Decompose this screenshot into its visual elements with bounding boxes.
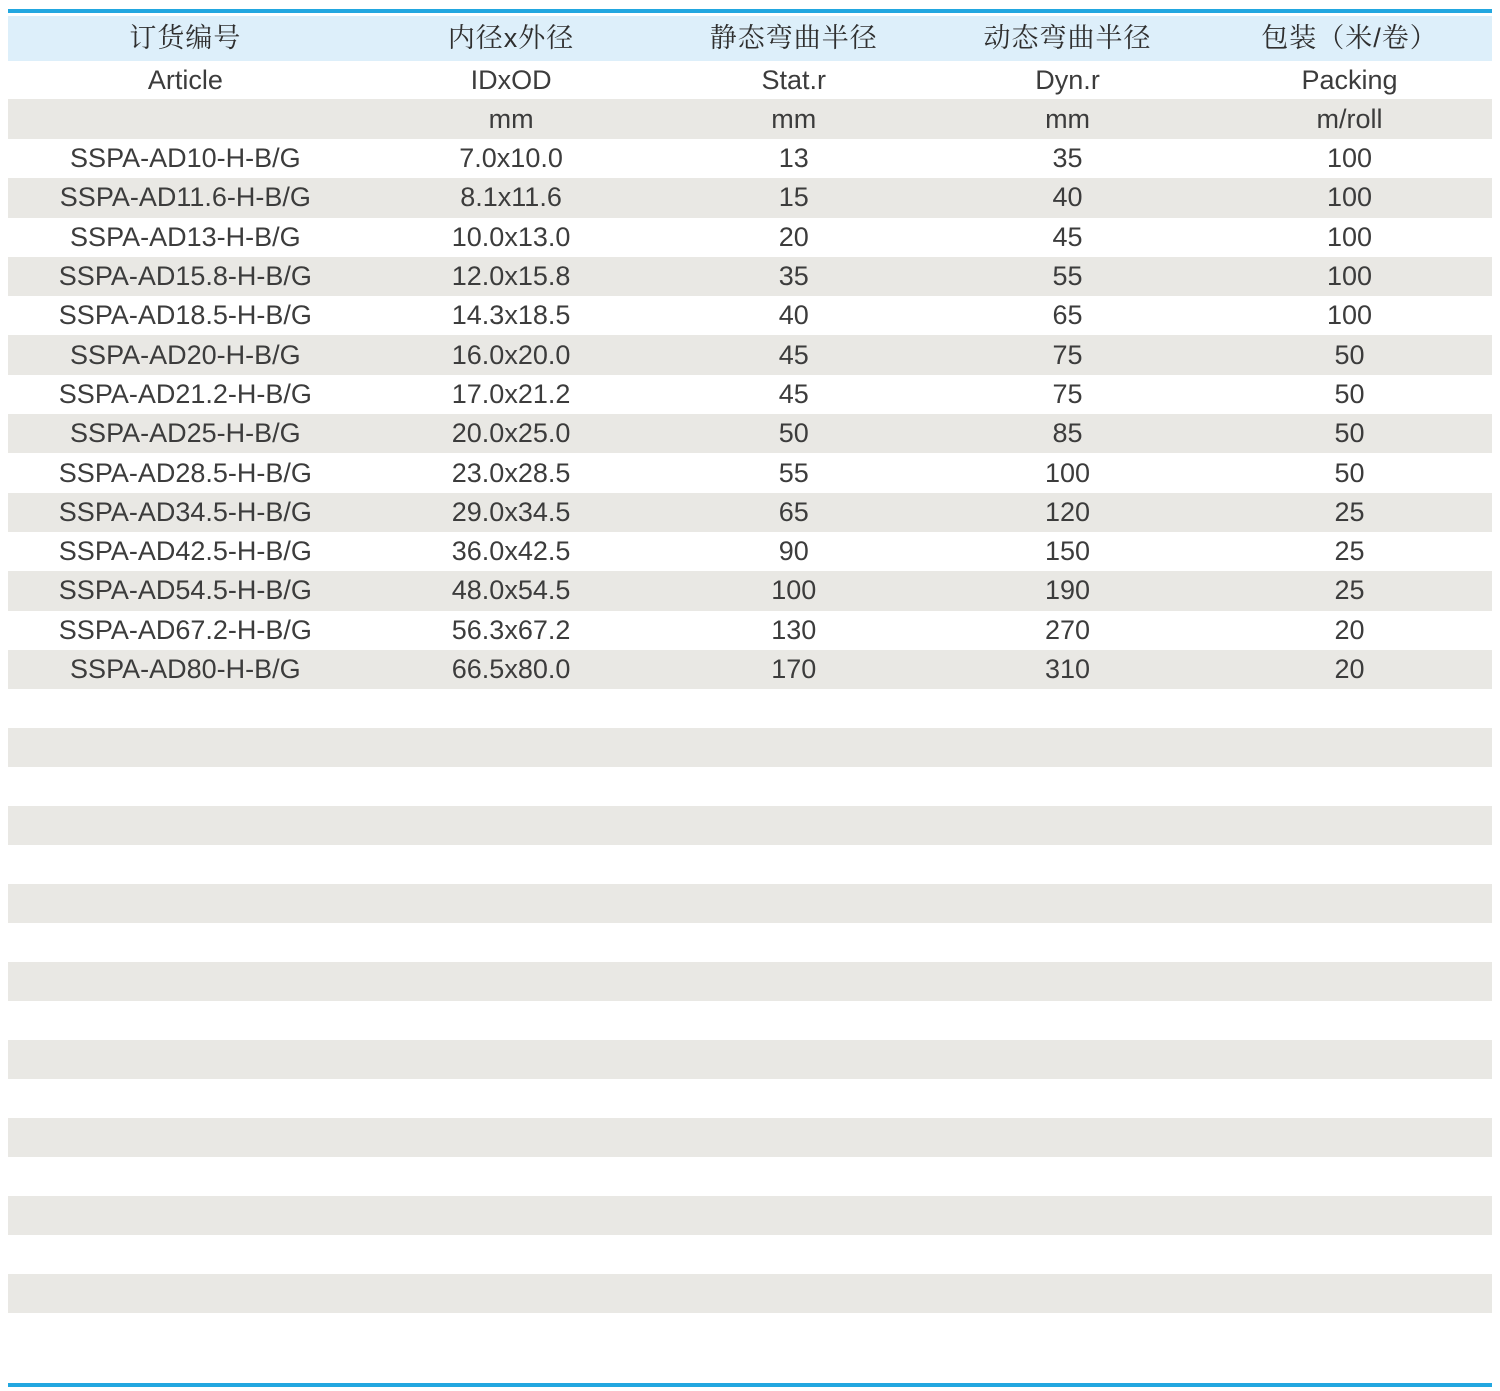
cell-article: SSPA-AD54.5-H-B/G [58,575,312,606]
col-header-statr-zh: 静态弯曲半径 [709,23,878,53]
cell-article: SSPA-AD34.5-H-B/G [58,496,312,527]
table-row [8,375,1492,414]
cell-packing: 100 [1326,182,1373,213]
empty-row [8,1274,1492,1313]
empty-row [8,1196,1492,1235]
cell-dynr: 85 [1052,418,1083,449]
cell-article: SSPA-AD42.5-H-B/G [58,536,312,567]
table-row [8,493,1492,532]
header-row-zh [8,16,1492,61]
cell-dynr: 190 [1045,575,1091,606]
cell-idxod: 7.0x10.0 [459,143,563,174]
empty-row [8,1001,1492,1040]
cell-packing: 25 [1334,496,1365,527]
col-header-idxod-en: IDxOD [470,64,552,95]
cell-idxod: 14.3x18.5 [451,300,571,331]
col-header-packing-zh: 包装（米/卷） [1261,23,1438,53]
table-row [8,218,1492,257]
cell-idxod: 23.0x28.5 [451,457,571,488]
cell-article: SSPA-AD21.2-H-B/G [58,378,312,409]
empty-row [8,806,1492,845]
cell-idxod: 20.0x25.0 [451,418,571,449]
cell-statr: 35 [778,261,809,292]
table-row [8,257,1492,296]
cell-packing: 100 [1326,221,1373,252]
cell-statr: 130 [771,614,817,645]
cell-statr: 15 [778,182,809,213]
cell-idxod: 29.0x34.5 [451,496,571,527]
table-area [8,9,1492,1313]
unit-statr: mm [771,103,817,134]
cell-statr: 55 [778,457,809,488]
cell-statr: 50 [778,418,809,449]
cell-idxod: 16.0x20.0 [451,339,571,370]
cell-idxod: 17.0x21.2 [451,378,571,409]
cell-dynr: 45 [1052,221,1083,252]
cell-dynr: 270 [1045,614,1091,645]
cell-dynr: 65 [1052,300,1083,331]
empty-row [8,1040,1492,1079]
empty-row [8,962,1492,1001]
cell-packing: 50 [1334,339,1365,370]
cell-article: SSPA-AD10-H-B/G [70,143,301,174]
cell-dynr: 75 [1052,378,1083,409]
cell-packing: 20 [1334,654,1365,684]
table-row [8,139,1492,178]
cell-idxod: 12.0x15.8 [451,261,571,292]
cell-packing: 100 [1326,300,1373,331]
table-row [8,532,1492,571]
table-row [8,650,1492,689]
cell-article: SSPA-AD28.5-H-B/G [58,457,312,488]
cell-statr: 90 [778,536,809,567]
cell-packing: 25 [1334,536,1365,567]
cell-packing: 25 [1334,575,1365,606]
cell-idxod: 8.1x11.6 [460,182,562,213]
cell-statr: 100 [771,575,817,606]
cell-article: SSPA-AD20-H-B/G [70,339,301,370]
table-row [8,611,1492,650]
cell-idxod: 66.5x80.0 [451,654,571,684]
table-row [8,296,1492,335]
cell-packing: 50 [1334,457,1365,488]
cell-statr: 45 [778,339,809,370]
col-header-dynr-zh: 动态弯曲半径 [983,23,1152,53]
table-row [8,335,1492,374]
cell-article: SSPA-AD13-H-B/G [70,221,301,252]
cell-article: SSPA-AD67.2-H-B/G [58,614,312,645]
col-header-dynr-en: Dyn.r [1035,64,1100,95]
empty-row [8,923,1492,962]
cell-dynr: 120 [1045,496,1091,527]
empty-row [8,845,1492,884]
col-header-article-zh: 订货编号 [129,23,242,53]
cell-dynr: 150 [1045,536,1091,567]
unit-dynr: mm [1045,103,1091,134]
cell-article: SSPA-AD15.8-H-B/G [58,261,312,292]
cell-article: SSPA-AD11.6-H-B/G [59,182,311,213]
empty-row [8,884,1492,923]
cell-packing: 20 [1334,614,1365,645]
cell-packing: 50 [1334,378,1365,409]
bottom-rule [8,1383,1492,1387]
empty-row [8,767,1492,806]
empty-row [8,1157,1492,1196]
empty-row [8,1118,1492,1157]
cell-dynr: 310 [1045,654,1091,684]
cell-idxod: 48.0x54.5 [451,575,571,606]
table-row [8,414,1492,453]
cell-packing: 100 [1326,143,1373,174]
cell-idxod: 56.3x67.2 [451,614,571,645]
cell-dynr: 75 [1052,339,1083,370]
cell-statr: 20 [778,221,809,252]
empty-row [8,1079,1492,1118]
top-rule [8,9,1492,13]
table-row [8,178,1492,217]
header-row-en [8,61,1492,99]
unit-packing: m/roll [1316,103,1383,134]
col-header-idxod-zh: 内径x外径 [447,23,575,53]
cell-article: SSPA-AD18.5-H-B/G [58,300,312,331]
table-row [8,453,1492,492]
empty-row [8,689,1492,728]
cell-article: SSPA-AD25-H-B/G [70,418,301,449]
cell-statr: 13 [778,143,809,174]
cell-statr: 170 [771,654,817,684]
unit-article [8,99,363,139]
col-header-packing-en: Packing [1301,64,1398,95]
empty-row [8,728,1492,767]
table-row [8,571,1492,610]
cell-dynr: 55 [1052,261,1083,292]
cell-packing: 100 [1326,261,1373,292]
cell-statr: 65 [778,496,809,527]
header-row-units [8,99,1492,139]
unit-idxod: mm [488,103,534,134]
cell-statr: 40 [778,300,809,331]
cell-idxod: 10.0x13.0 [451,221,571,252]
cell-dynr: 40 [1052,182,1083,213]
col-header-article-en: Article [147,64,223,95]
cell-dynr: 100 [1045,457,1091,488]
empty-row [8,1235,1492,1274]
cell-dynr: 35 [1052,143,1083,174]
spec-table [8,16,1492,1313]
cell-statr: 45 [778,378,809,409]
col-header-statr-en: Stat.r [761,64,827,95]
cell-idxod: 36.0x42.5 [451,536,571,567]
cell-packing: 50 [1334,418,1365,449]
cell-article: SSPA-AD80-H-B/G [70,654,301,684]
